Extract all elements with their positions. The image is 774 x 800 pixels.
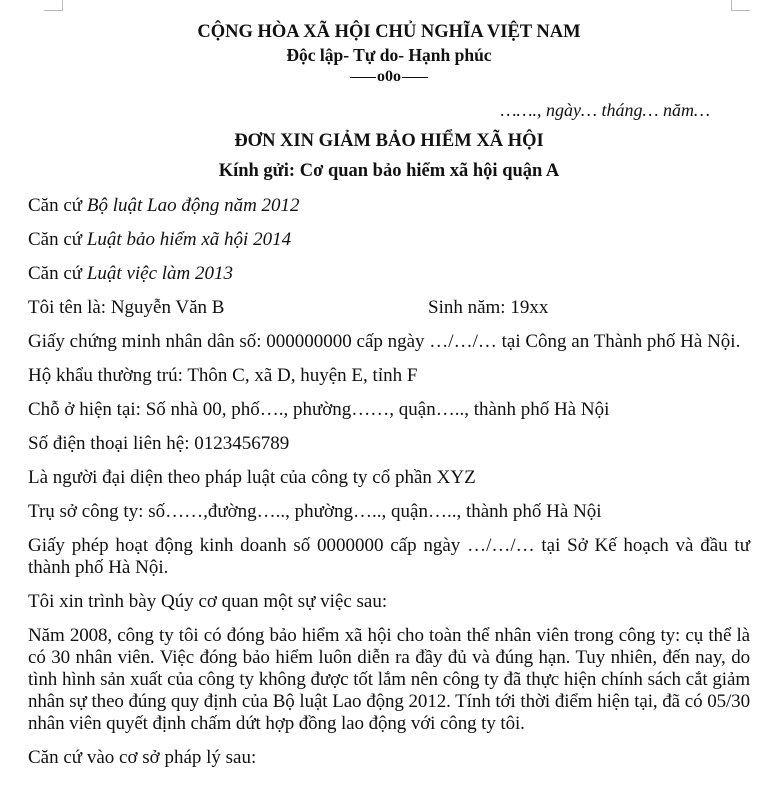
national-motto: Độc lập- Tự do- Hạnh phúc [286, 45, 492, 65]
applicant-birth-year: Sinh năm: 19xx [428, 297, 549, 318]
separator-rule-left [350, 77, 376, 78]
company-license: Giấy phép hoạt động kinh doanh số 0000000 cấp ngày …/…/… tại Sở Kế hoạch và đầu tư thành phố Hà Nội. [28, 535, 750, 578]
document-page [28, 20, 750, 769]
basis-intro: Căn cứ vào cơ sở pháp lý sau: [28, 747, 257, 768]
legal-basis-1: Căn cứ Bộ luật Lao động năm 2012 [28, 195, 300, 216]
page-corner-mark-left [44, 0, 63, 11]
separator-text: o0o [377, 68, 401, 85]
applicant-name: Tôi tên là: Nguyễn Văn B [28, 297, 225, 318]
recipient-line: Kính gửi: Cơ quan bảo hiểm xã hội quận A [218, 161, 560, 181]
body-paragraph: Năm 2008, công ty tôi có đóng bảo hiểm xã hội cho toàn thể nhân viên trong công ty: cụ thể là có 30 nhân viên. Việc đóng bảo hiểm luôn diễn ra đầy đủ và đúng hạn. Tuy nhiên, đến nay, do tình hình sản xuất của công ty không được tốt lắm nên công ty đã thực hiện chính sách cắt giảm nhân sự theo đúng quy định của Bộ luật Lao động 2012. Tính tới thời điểm hiện tại, đã có 05/30 nhân viên quyết định chấm dứt hợp đồng lao động với công ty tôi. [28, 625, 750, 734]
date-line: ……., ngày… tháng… năm… [500, 100, 710, 120]
applicant-id-card: Giấy chứng minh nhân dân số: 000000000 cấp ngày …/…/… tại Công an Thành phố Hà Nội. [28, 331, 741, 352]
page-corner-mark-right [731, 0, 750, 11]
applicant-phone: Số điện thoại liên hệ: 0123456789 [28, 433, 290, 454]
presentation-intro: Tôi xin trình bày Qúy cơ quan một sự việc sau: [28, 591, 388, 612]
separator-rule-right [402, 77, 428, 78]
applicant-residence: Chỗ ở hiện tại: Số nhà 00, phố…., phường……, quận….., thành phố Hà Nội [28, 399, 610, 420]
separator-line [28, 67, 750, 87]
applicant-household: Hộ khẩu thường trú: Thôn C, xã D, huyện E, tỉnh F [28, 365, 418, 386]
legal-basis-2: Căn cứ Luật bảo hiểm xã hội 2014 [28, 229, 292, 250]
applicant-name-row [28, 297, 750, 319]
document-title: ĐƠN XIN GIẢM BẢO HIỂM XÃ HỘI [234, 131, 544, 151]
company-office: Trụ sở công ty: số……,đường….., phường….., quận….., thành phố Hà Nội [28, 501, 602, 522]
legal-basis-3: Căn cứ Luật việc làm 2013 [28, 263, 234, 284]
company-representative: Là người đại diện theo pháp luật của công ty cổ phần XYZ [28, 467, 476, 488]
national-title: CỘNG HÒA XÃ HỘI CHỦ NGHĨA VIỆT NAM [197, 22, 581, 42]
